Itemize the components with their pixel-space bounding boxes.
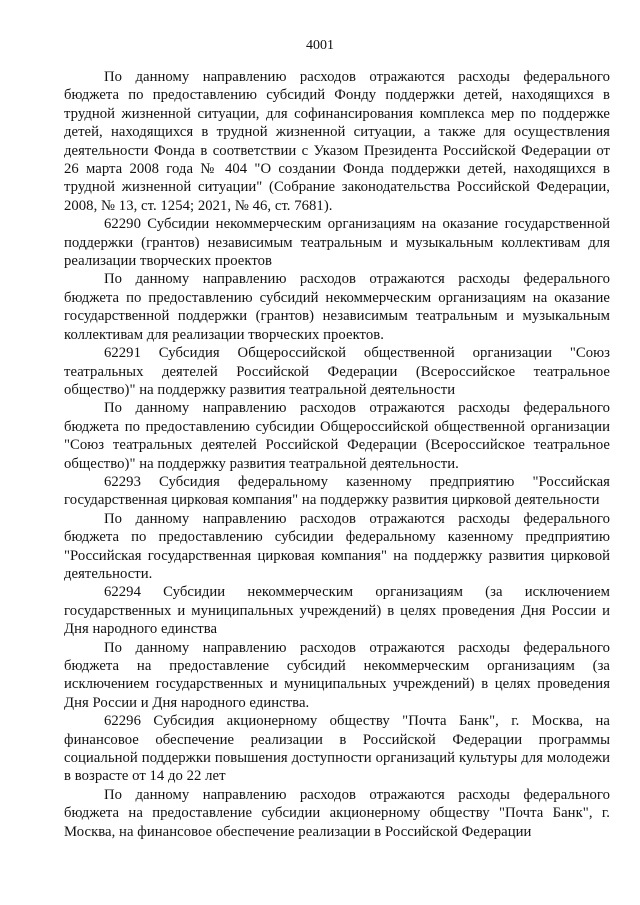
paragraph-62293-expenses: По данному направлению расходов отражаются расходы федерального бюджета по предоставлению субсидии федеральному казенному предприятию "Российская государственная цирковая компания" на поддержку развития цирковой деятельности. [64, 510, 610, 582]
page-number: 4001 [306, 38, 334, 53]
heading-62293: 62293 Субсидия федеральному казенному предприятию "Российская государственная цирковая компания" на поддержку развития цирковой деятельности [64, 473, 610, 509]
paragraph-fund-children-expenses: По данному направлению расходов отражаются расходы федерального бюджета по предоставлению субсидий Фонду поддержки детей, находящихся в трудной жизненной ситуации, для софинансирования комплекса мер по поддержке детей, находящихся в трудной жизненной ситуации, а также для осуществления деятельности Фонда в соответствии с Указом Президента Российской Федерации от 26 марта 2008 года № 404 "О создании Фонда поддержки детей, находящихся в трудной жизненной ситуации" (Собрание законодательства Российской Федерации, 2008, № 13, ст. 1254; 2021, № 46, ст. 7681). [64, 69, 610, 214]
paragraph-62294-expenses: По данному направлению расходов отражаются расходы федерального бюджета на предоставление субсидий некоммерческим организациям (за исключением государственных и муниципальных учреждений) в целях проведения Дня России и Дня народного единства. [64, 639, 610, 711]
heading-62291: 62291 Субсидия Общероссийской общественной организации "Союз театральных деятелей Российской Федерации (Всероссийское театральное общество)" на поддержку развития театральной деятельности [64, 345, 610, 398]
heading-62294: 62294 Субсидии некоммерческим организациям (за исключением государственных и муниципальных учреждений) в целях проведения Дня России и Дня народного единства [64, 584, 610, 638]
heading-62296: 62296 Субсидия акционерному обществу "Почта Банк", г. Москва, на финансовое обеспечение реализации в Российской Федерации программы социальной поддержки повышения доступности организаций культуры для молодежи в возрасте от 14 до 22 лет [64, 713, 610, 785]
heading-62290: 62290 Субсидии некоммерческим организациям на оказание государственной поддержки (грантов) независимым театральным и музыкальным коллективам для реализации творческих проектов [64, 216, 610, 270]
paragraph-62296-expenses: По данному направлению расходов отражаются расходы федерального бюджета на предоставление субсидии акционерному обществу "Почта Банк", г. Москва, на финансовое обеспечение реализации в Российской Федерации [64, 786, 610, 840]
document-body [64, 68, 610, 841]
paragraph-62291-expenses: По данному направлению расходов отражаются расходы федерального бюджета по предоставлению субсидии Общероссийской общественной организации "Союз театральных деятелей Российской Федерации (Всероссийское театральное общество)" на поддержку развития театральной деятельности. [64, 400, 610, 472]
paragraph-62290-expenses: По данному направлению расходов отражаются расходы федерального бюджета по предоставлению субсидий некоммерческим организациям на оказание государственной поддержки (грантов) независимым театральным и музыкальным коллективам для реализации творческих проектов. [64, 271, 610, 343]
